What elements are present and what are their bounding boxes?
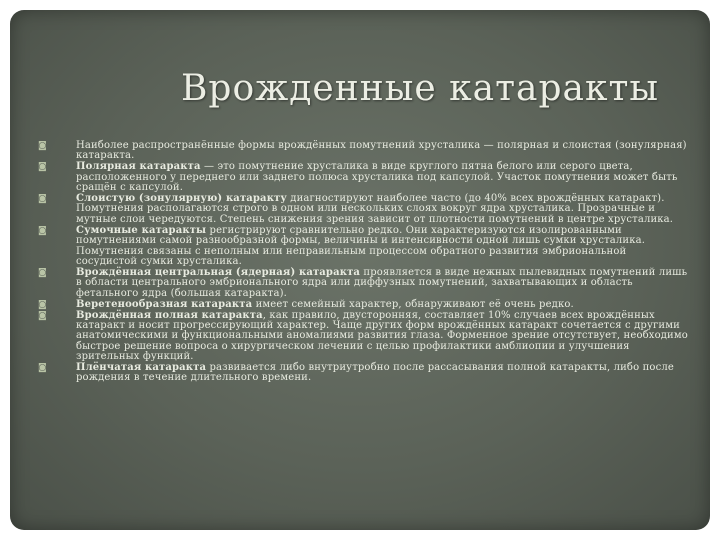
slide-title: Врожденные катаракты	[180, 68, 660, 109]
bullet-icon: ◙	[38, 267, 47, 278]
bullet-icon: ◙	[38, 141, 47, 151]
item-text: регистрируют сравнительно редко. Они характеризуются изолированными помутнениями самой разнообразной формы, величины и интенсивности одной лишь сумки хрусталика. Помутнения связаны с неполным или неправильным процессом обратного развития эмбриональной сосудистой сумки хрусталика.	[76, 224, 646, 267]
item-text: имеет семейный характер, обнаруживают её очень редко.	[252, 298, 574, 310]
item-term: Врождённая полная катаракта	[76, 309, 263, 321]
bullet-icon: ◙	[38, 310, 47, 321]
item-text: развивается либо внутриутробно после рассасывания полной катаракты, либо после рождения в течение длительного времени.	[76, 362, 674, 384]
item-text: , как правило, двусторонняя, составляет 10% случаев всех врождённых катаракт и носит прогрессирующий характер. Чаще других форм врождённых катаракт сочетается с другими анатомическими и функциональными аномалиями развития глаза. Форменное зрение отсутствует, необходимо быстрое решение вопроса о хирургическом лечении с целью профилактики амблиопии и улучшения зрительных функций.	[76, 309, 688, 363]
list-item	[30, 311, 690, 363]
item-term: Врождённая центральная (ядерная) катаракта	[76, 266, 361, 278]
item-term: Веретенообразная катаракта	[76, 298, 253, 310]
bullet-icon: ◙	[38, 194, 47, 205]
bullet-icon: ◙	[38, 162, 47, 173]
bullet-icon: ◙	[38, 299, 47, 310]
slide	[10, 10, 710, 530]
list-item	[30, 141, 690, 162]
item-term: Сумочные катаракты	[76, 224, 207, 236]
list-item	[30, 226, 690, 268]
list-item	[30, 363, 690, 384]
bullet-list	[30, 141, 690, 384]
item-text: Наиболее распространённые формы врождённых помутнений хрусталика — полярная и слоистая (зонулярная) катаракта.	[76, 140, 687, 162]
item-term: Плёнчатая катаракта	[76, 362, 207, 374]
list-item	[30, 300, 690, 310]
list-item	[30, 194, 690, 225]
item-text: — это помутнение хрусталика в виде круглого пятна белого или серого цвета, расположенного у переднего или заднего полюса хрусталика под капсулой. Участок помутнения может быть сращён с капсулой.	[76, 161, 678, 194]
list-item	[30, 268, 690, 299]
bullet-icon: ◙	[38, 225, 47, 236]
item-text: проявляется в виде нежных пылевидных помутнений лишь в области центрального эмбрионального ядра или диффузных помутнений, захватывающих и область фетального ядра (большая катаракта).	[76, 266, 688, 299]
item-term: Полярная катаракта	[76, 161, 201, 173]
item-text: диагностируют наиболее часто (до 40% всех врождённых катаракт). Помутнения располагаются строго в одном или нескольких слоях вокруг ядра хрусталика. Прозрачные и мутные слои чередуются. Степень снижения зрения зависит от плотности помутнений в центре хрусталика.	[76, 193, 674, 225]
item-term: Слоистую (зонулярную) катаракту	[76, 193, 287, 205]
list-item	[30, 162, 690, 193]
bullet-icon: ◙	[38, 363, 47, 374]
